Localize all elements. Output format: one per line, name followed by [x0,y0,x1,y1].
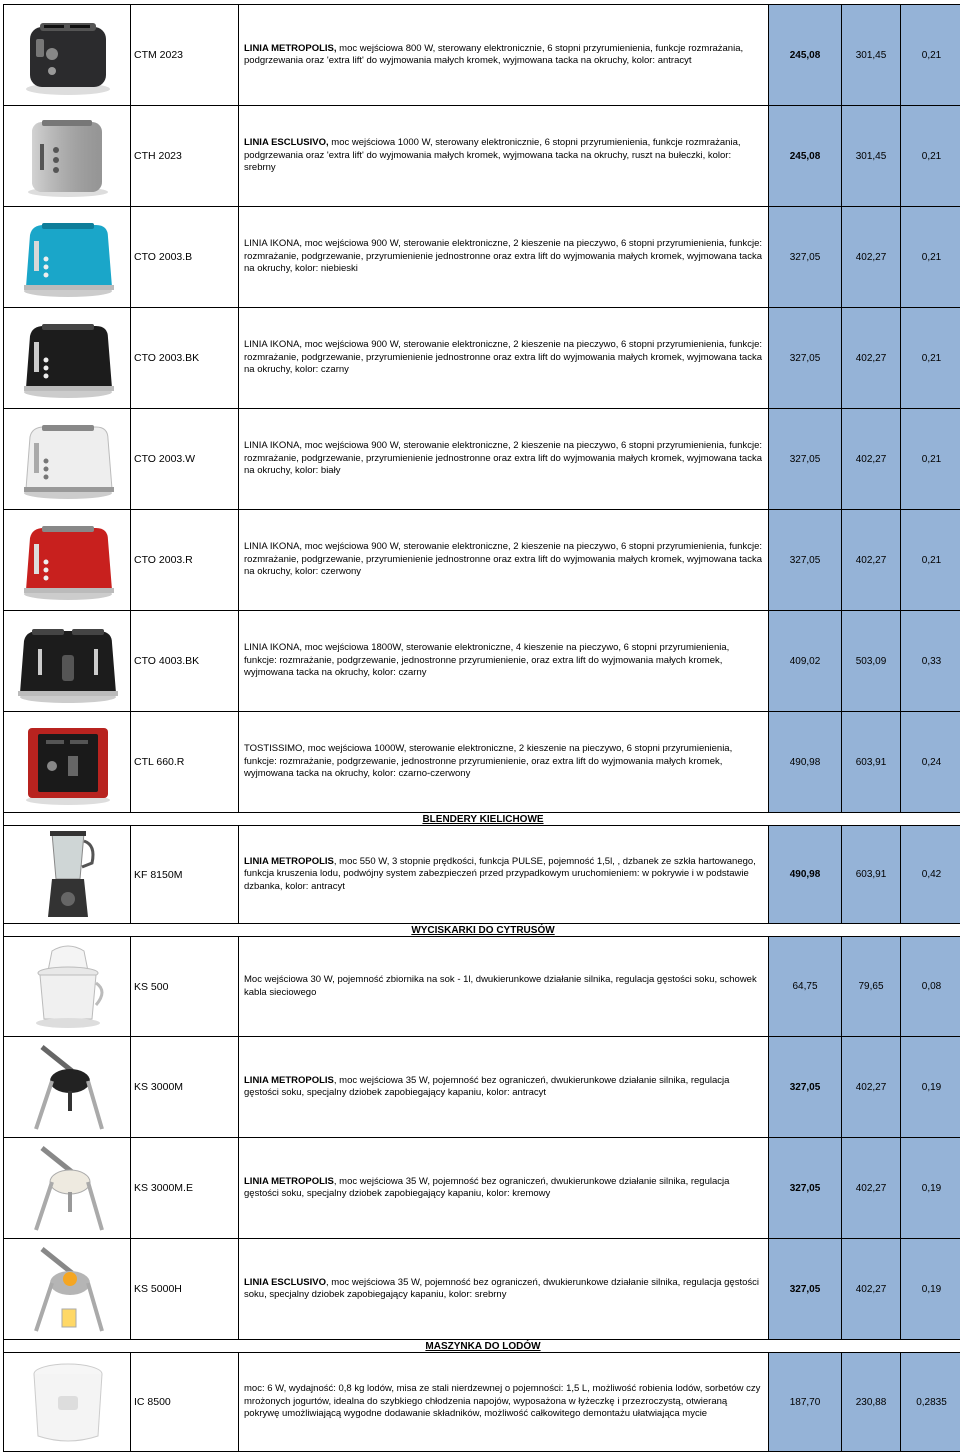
price-net: 187,70 [769,1353,842,1452]
price-gross: 402,27 [842,1037,901,1138]
product-description [239,611,769,712]
table-row [4,611,960,712]
product-image-cell [4,1037,131,1138]
section-title: BLENDERY KIELICHOWE [4,813,960,826]
product-line: LINIA ESCLUSIVO, [244,137,329,148]
price-net: 327,05 [769,1138,842,1239]
product-description-text: LINIA IKONA, moc wejściowa 1800W, sterowanie elektroniczne, 4 kieszenie na pieczywo, 6 stopni przyrumienienia, funkcje: rozmrażanie, podgrzewanie, jednostronne przyrumienienie, oraz extra lift do wyjmowania małych kromek, wyjmowana tacka na okruchy, kolor: czarny [244,642,729,678]
product-description [239,308,769,409]
toaster-icon [12,716,122,808]
product-description [239,1037,769,1138]
recycling-fee: 0,33 [901,611,960,712]
product-description [239,1353,769,1452]
product-description-text: LINIA IKONA, moc wejściowa 900 W, sterowanie elektroniczne, 2 kieszenie na pieczywo, 6 stopni przyrumienienia, funkcje: rozmrażanie, podgrzewanie, przyrumienienie jednostronne oraz extra lift do wyjmowania małych kromek, wyjmowana tacka na okruchy, kolor: czerwony [244,541,762,577]
product-description [239,5,769,106]
ice-cream-maker-icon [12,1356,122,1448]
toaster-icon [12,211,122,303]
product-image-cell [4,5,131,106]
product-image-cell [4,409,131,510]
product-line: LINIA METROPOLIS [244,856,334,867]
product-image-cell [4,611,131,712]
product-description-text: LINIA IKONA, moc wejściowa 900 W, sterowanie elektroniczne, 2 kieszenie na pieczywo, 6 stopni przyrumienienia, funkcje: rozmrażanie, podgrzewanie, przyrumienienie jednostronne oraz extra lift do wyjmowania małych kromek, wyjmowana tacka na okruchy, kolor: niebieski [244,238,762,274]
product-code: IC 8500 [131,1353,239,1452]
price-gross: 603,91 [842,712,901,813]
price-gross: 503,09 [842,611,901,712]
product-code: CTH 2023 [131,106,239,207]
section-title: WYCISKARKI DO CYTRUSÓW [4,924,960,937]
product-code: KS 3000M [131,1037,239,1138]
product-image-cell [4,1239,131,1340]
product-description-text: moc: 6 W, wydajność: 0,8 kg lodów, misa ze stali nierdzewnej o pojemności: 1,5 L, możliwość robienia lodów, sorbetów czy mrożonych jogurtów, idealna do szybkiego chłodzenia napojów, wyposażona w łyżeczkę i przezroczystą, otwieraną pokrywę umożliwiającą wygodne dodawanie składników, możliwość całkowitego demontażu ułatwiająca mycie [244,1383,760,1419]
price-gross: 402,27 [842,409,901,510]
product-code: CTO 2003.B [131,207,239,308]
product-line: LINIA ESCLUSIVO [244,1277,326,1288]
section-header [4,813,960,826]
product-image-cell [4,1138,131,1239]
price-net: 327,05 [769,510,842,611]
product-description [239,712,769,813]
product-image-cell [4,207,131,308]
table-row [4,207,960,308]
recycling-fee: 0,21 [901,409,960,510]
product-image-cell [4,826,131,924]
price-net: 409,02 [769,611,842,712]
product-description [239,106,769,207]
product-image-cell [4,712,131,813]
toaster-icon [12,312,122,404]
section-header [4,1340,960,1353]
price-gross: 402,27 [842,510,901,611]
price-net: 327,05 [769,308,842,409]
product-code: KS 3000M.E [131,1138,239,1239]
price-gross: 402,27 [842,1138,901,1239]
product-line: LINIA METROPOLIS, [244,43,337,54]
toaster-icon [12,110,122,202]
lever-juicer-icon [12,1041,122,1133]
product-description [239,409,769,510]
product-code: KS 500 [131,937,239,1037]
product-description-text: , moc wejściowa 35 W, pojemność bez ograniczeń, dwukierunkowe działanie silnika, regulacja gęstości soku, specjalny dziobek zapobiegający kapaniu, kolor: antracyt [244,1075,729,1099]
product-description [239,826,769,924]
lever-juicer-icon [12,1243,122,1335]
section-title: MASZYNKA DO LODÓW [4,1340,960,1353]
toaster-icon [12,514,122,606]
price-net: 490,98 [769,712,842,813]
product-description-text: LINIA IKONA, moc wejściowa 900 W, sterowanie elektroniczne, 2 kieszenie na pieczywo, 6 stopni przyrumienienia, funkcje: rozmrażanie, podgrzewanie, przyrumienienie jednostronne oraz extra lift do wyjmowania małych kromek, wyjmowana tacka na okruchy, kolor: biały [244,440,762,476]
price-net: 327,05 [769,409,842,510]
price-gross: 301,45 [842,5,901,106]
recycling-fee: 0,19 [901,1037,960,1138]
product-description-text: moc wejściowa 800 W, sterowany elektronicznie, 6 stopni przyrumienienia, funkcje rozmrażania, podgrzewania oraz 'extra lift' do wyjmowania małych kromek, wyjmowana tacka na okruchy, kolor: antracyt [244,43,743,67]
table-row [4,510,960,611]
recycling-fee: 0,21 [901,5,960,106]
product-image-cell [4,937,131,1037]
product-description-text: moc wejściowa 1000 W, sterowany elektronicznie, 6 stopni przyrumienienia, funkcje rozmrażania, podgrzewania oraz 'extra lift' do wyjmowania małych kromek, wyjmowana tacka na okruchy, ruszt na bułeczki, kolor: srebrny [244,137,741,173]
table-row [4,409,960,510]
price-gross: 603,91 [842,826,901,924]
recycling-fee: 0,42 [901,826,960,924]
recycling-fee: 0,21 [901,106,960,207]
blender-icon [12,829,122,921]
toaster-icon [12,9,122,101]
citrus-juicer-icon [12,941,122,1033]
toaster-icon [12,413,122,505]
price-net: 327,05 [769,1239,842,1340]
price-net: 245,08 [769,106,842,207]
product-description [239,937,769,1037]
product-description-text: LINIA IKONA, moc wejściowa 900 W, sterowanie elektroniczne, 2 kieszenie na pieczywo, 6 stopni przyrumienienia, funkcje: rozmrażanie, podgrzewanie, przyrumienienie jednostronne oraz extra lift do wyjmowania małych kromek, wyjmowana tacka na okruchy, kolor: czarny [244,339,762,375]
recycling-fee: 0,19 [901,1239,960,1340]
table-row [4,1353,960,1452]
product-line: LINIA METROPOLIS [244,1075,334,1086]
product-code: CTM 2023 [131,5,239,106]
product-description-text: , moc wejściowa 35 W, pojemność bez ograniczeń, dwukierunkowe działanie silnika, regulacja gęstości soku, specjalny dziobek zapobiegający kapaniu, kolor: kremowy [244,1176,729,1200]
table-row [4,5,960,106]
table-row [4,1138,960,1239]
product-description [239,510,769,611]
price-net: 327,05 [769,207,842,308]
product-code: KS 5000H [131,1239,239,1340]
price-gross: 230,88 [842,1353,901,1452]
price-net: 490,98 [769,826,842,924]
recycling-fee: 0,21 [901,207,960,308]
table-row [4,826,960,924]
table-row [4,106,960,207]
product-description [239,1138,769,1239]
section-header [4,924,960,937]
product-image-cell [4,1353,131,1452]
product-image-cell [4,106,131,207]
price-gross: 79,65 [842,937,901,1037]
product-image-cell [4,308,131,409]
price-net: 327,05 [769,1037,842,1138]
product-description [239,207,769,308]
table-row [4,1037,960,1138]
toaster-icon [12,615,122,707]
price-net: 245,08 [769,5,842,106]
product-code: CTO 2003.R [131,510,239,611]
product-description-text: , moc 550 W, 3 stopnie prędkości, funkcja PULSE, pojemność 1,5l, , dzbanek ze szkła hartowanego, funkcja kruszenia lodu, podwójny system zabezpieczeń przed przypadkowym uruchomieniem: w pokrywie i w podstawie dzbanka, kolor: antracyt [244,856,756,892]
recycling-fee: 0,24 [901,712,960,813]
product-code: CTO 2003.BK [131,308,239,409]
recycling-fee: 0,19 [901,1138,960,1239]
recycling-fee: 0,08 [901,937,960,1037]
recycling-fee: 0,2835 [901,1353,960,1452]
product-description-text: Moc wejściowa 30 W, pojemność zbiornika na sok - 1l, dwukierunkowe działanie silnika, regulacja gęstości soku, schowek kabla sieciowego [244,974,757,998]
lever-juicer-icon [12,1142,122,1234]
product-line: LINIA METROPOLIS [244,1176,334,1187]
price-net: 64,75 [769,937,842,1037]
price-gross: 301,45 [842,106,901,207]
product-code: CTO 4003.BK [131,611,239,712]
product-image-cell [4,510,131,611]
product-description-text: TOSTISSIMO, moc wejściowa 1000W, sterowanie elektroniczne, 2 kieszenie na pieczywo, 6 stopni przyrumienienia, funkcje: rozmrażanie, podgrzewanie, jednostronne przyrumienienie, oraz extra lift do wyjmowania małych kromek, wyjmowana tacka na okruchy, kolor: czarno-czerwony [244,743,732,779]
recycling-fee: 0,21 [901,308,960,409]
price-gross: 402,27 [842,207,901,308]
product-description-text: , moc wejściowa 35 W, pojemność bez ograniczeń, dwukierunkowe działanie silnika, regulacja gęstości soku, specjalny dziobek zapobiegający kapaniu, kolor: srebrny [244,1277,759,1301]
price-gross: 402,27 [842,308,901,409]
product-code: CTL 660.R [131,712,239,813]
table-row [4,712,960,813]
recycling-fee: 0,21 [901,510,960,611]
product-description [239,1239,769,1340]
table-row [4,937,960,1037]
product-code: CTO 2003.W [131,409,239,510]
price-gross: 402,27 [842,1239,901,1340]
table-row [4,308,960,409]
table-row [4,1239,960,1340]
product-code: KF 8150M [131,826,239,924]
price-list-table [3,4,960,1452]
